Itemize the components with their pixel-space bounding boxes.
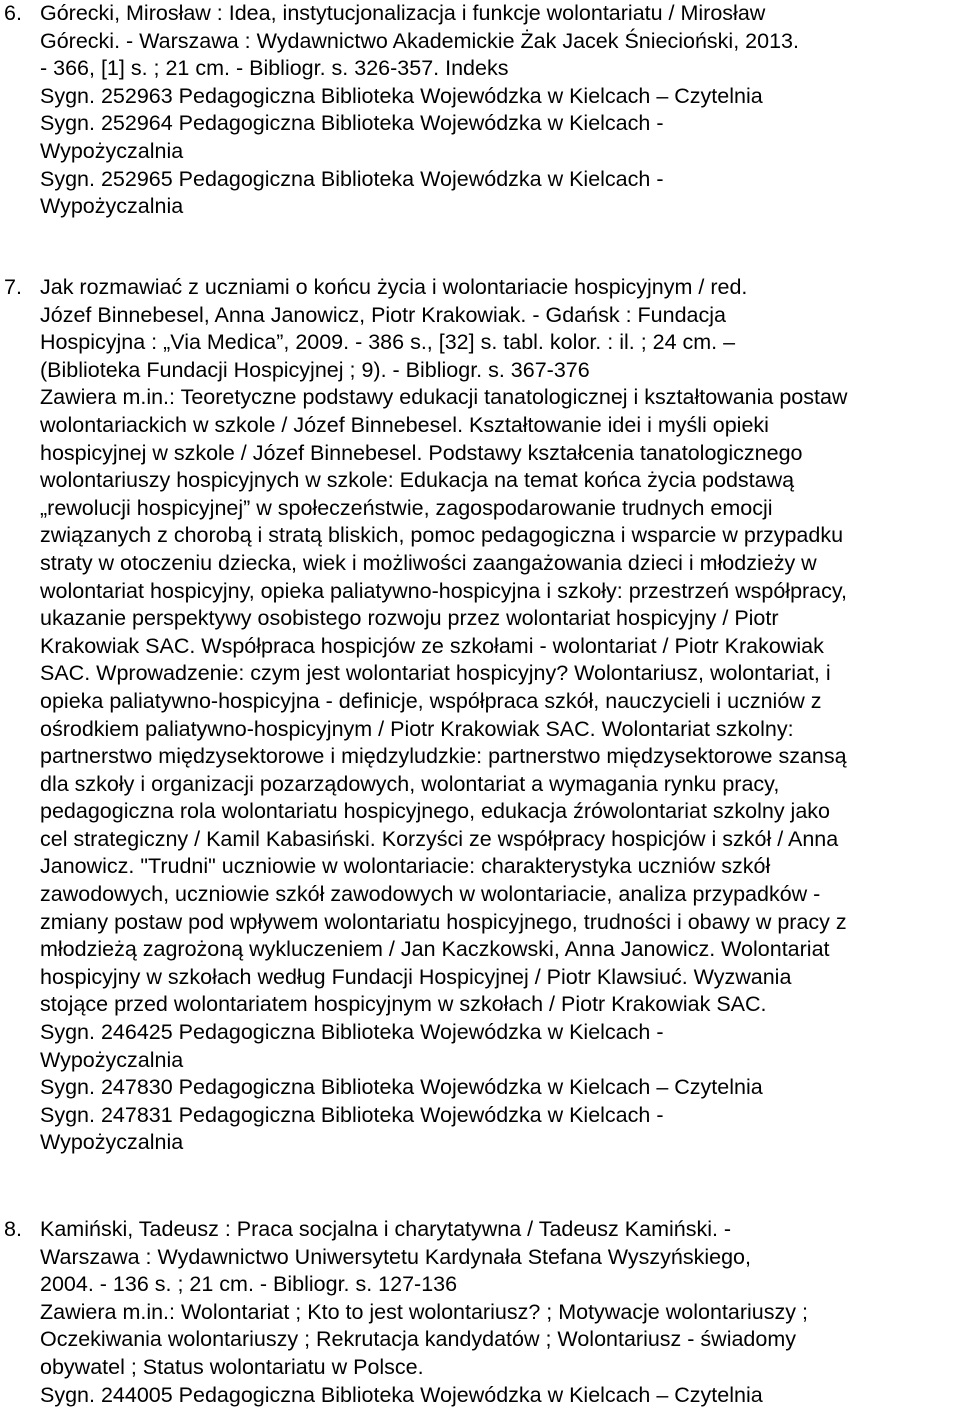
entry-desc-line: Górecki. - Warszawa : Wydawnictwo Akademickie Żak Jacek Śniecioński, 2013.	[40, 28, 799, 53]
contents-line: straty w otoczeniu dziecka, wiek i możliwości zaangażowania dzieci i młodzieży w	[40, 550, 817, 575]
entry-desc-line: - 366, [1] s. ; 21 cm. - Bibliogr. s. 326-357. Indeks	[40, 56, 509, 81]
contents-line: „rewolucji hospicyjnej” w społeczeństwie, zagospodarowanie trudnych emocji	[40, 495, 773, 520]
entry-number: 7.	[4, 275, 22, 299]
contents-line: wolontariat hospicyjny, opieka paliatywno-hospicyjna i szkoły: przestrzeń współpracy,	[40, 578, 848, 603]
contents-line: ośrodkiem paliatywno-hospicyjnym / Piotr Krakowiak SAC. Wolontariat szkolny:	[40, 716, 794, 741]
entry-desc-line: Hospicyjna : „Via Medica”, 2009. - 386 s., [32] s. tabl. kolor. : il. ; 24 cm. –	[40, 330, 736, 355]
contents-block	[40, 384, 945, 1019]
contents-line: partnerstwo międzysektorowe i międzyludzkie: partnerstwo międzysektorowe szansą	[40, 744, 847, 769]
contents-line: związanych z chorobą i stratą bliskich, pomoc pedagogiczna i wsparcie w przypadku	[40, 523, 844, 548]
contents-block	[40, 1299, 945, 1382]
contents-line: Zawiera m.in.: Wolontariat ; Kto to jest wolontariusz? ; Motywacje wolontariuszy ;	[40, 1299, 808, 1324]
contents-line: wolontariuszy hospicyjnych w szkole: Edukacja na temat końca życia podstawą	[40, 468, 795, 493]
contents-line: Oczekiwania wolontariuszy ; Rekrutacja kandydatów ; Wolontariusz - świadomy	[40, 1327, 796, 1352]
contents-line: Krakowiak SAC. Współpraca hospicjów ze szkołami - wolontariat / Piotr Krakowiak	[40, 633, 824, 658]
entry-desc-line: (Biblioteka Fundacji Hospicyjnej ; 9). - Bibliogr. s. 367-376	[40, 357, 590, 382]
entry-7	[0, 274, 945, 1157]
contents-line: dla szkoły i organizacji pozarządowych, wolontariat a wymagania rynku pracy,	[40, 771, 780, 796]
shelfmark-line: Wypożyczalnia	[40, 194, 184, 219]
entry-number: 6.	[4, 1, 22, 25]
entry-desc-line: 2004. - 136 s. ; 21 cm. - Bibliogr. s. 127-136	[40, 1272, 458, 1297]
contents-line: pedagogiczna rola wolontariatu hospicyjnego, edukacja źrówolontariat szkolny jako	[40, 799, 830, 824]
entry-8	[0, 1216, 945, 1409]
entry-desc-line: Józef Binnebesel, Anna Janowicz, Piotr Krakowiak. - Gdańsk : Fundacja	[40, 302, 726, 327]
contents-line: zmiany postaw pod wpływem wolontariatu hospicyjnego, trudności i obawy w pracy z	[40, 909, 847, 934]
contents-line: zawodowych, uczniowie szkół zawodowych w wolontariacie, analiza przypadków -	[40, 882, 821, 907]
entry-desc-line: Jak rozmawiać z uczniami o końcu życia i wolontariacie hospicyjnym / red.	[40, 275, 748, 299]
shelfmark-line: Sygn. 246425 Pedagogiczna Biblioteka Wojewódzka w Kielcach -	[40, 1020, 664, 1045]
contents-line: młodzieżą zagrożoną wykluczeniem / Jan Kaczkowski, Anna Janowicz. Wolontariat	[40, 937, 830, 962]
shelfmark-line: Sygn. 247830 Pedagogiczna Biblioteka Wojewódzka w Kielcach – Czytelnia	[40, 1075, 763, 1100]
contents-line: stojące przed wolontariatem hospicyjnym w szkołach / Piotr Krakowiak SAC.	[40, 992, 767, 1017]
shelfmark-line: Sygn. 252963 Pedagogiczna Biblioteka Wojewódzka w Kielcach – Czytelnia	[40, 83, 763, 108]
entry-body	[40, 1216, 945, 1409]
contents-line: cel strategiczny / Kamil Kabasiński. Korzyści ze współpracy hospicjów i szkół / Anna	[40, 826, 839, 851]
entry-body	[40, 0, 945, 221]
contents-line: wolontariackich w szkole / Józef Binnebesel. Kształtowanie idei i myśli opieki	[40, 412, 769, 437]
contents-line: Zawiera m.in.: Teoretyczne podstawy edukacji tanatologicznej i kształtowania postaw	[40, 385, 848, 410]
shelfmark-list	[40, 83, 945, 221]
contents-line: SAC. Wprowadzenie: czym jest wolontariat hospicyjny? Wolontariusz, wolontariat, i	[40, 661, 831, 686]
contents-line: ukazanie perspektywy osobistego rozwoju przez wolontariat hospicyjny / Piotr	[40, 606, 779, 631]
entry-desc-line: Górecki, Mirosław : Idea, instytucjonalizacja i funkcje wolontariatu / Mirosław	[40, 1, 766, 25]
shelfmark-line: Sygn. 252964 Pedagogiczna Biblioteka Wojewódzka w Kielcach -	[40, 111, 664, 136]
entry-number: 8.	[4, 1217, 22, 1241]
shelfmark-list	[40, 1382, 945, 1410]
contents-line: opieka paliatywno-hospicyjna - definicje, współpraca szkół, nauczycieli i uczniów z	[40, 688, 822, 713]
entry-6	[0, 0, 945, 221]
shelfmark-line: Sygn. 244005 Pedagogiczna Biblioteka Wojewódzka w Kielcach – Czytelnia	[40, 1382, 763, 1407]
contents-line: Janowicz. "Trudni" uczniowie w wolontariacie: charakterystyka uczniów szkół	[40, 854, 771, 879]
contents-line: hospicyjnej w szkole / Józef Binnebesel. Podstawy kształcenia tanatologicznego	[40, 440, 803, 465]
shelfmark-line: Sygn. 252965 Pedagogiczna Biblioteka Wojewódzka w Kielcach -	[40, 166, 664, 191]
entry-desc-line: Warszawa : Wydawnictwo Uniwersytetu Kardynała Stefana Wyszyńskiego,	[40, 1244, 751, 1269]
shelfmark-line: Wypożyczalnia	[40, 1047, 184, 1072]
contents-line: hospicyjny w szkołach według Fundacji Hospicyjnej / Piotr Klawsiuć. Wyzwania	[40, 964, 792, 989]
shelfmark-list	[40, 1019, 945, 1157]
entry-desc-line: Kamiński, Tadeusz : Praca socjalna i charytatywna / Tadeusz Kamiński. -	[40, 1217, 732, 1241]
shelfmark-line: Wypożyczalnia	[40, 138, 184, 163]
entry-body	[40, 274, 945, 1157]
shelfmark-line: Sygn. 247831 Pedagogiczna Biblioteka Wojewódzka w Kielcach -	[40, 1102, 664, 1127]
contents-line: obywatel ; Status wolontariatu w Polsce.	[40, 1354, 424, 1379]
shelfmark-line: Wypożyczalnia	[40, 1130, 184, 1155]
